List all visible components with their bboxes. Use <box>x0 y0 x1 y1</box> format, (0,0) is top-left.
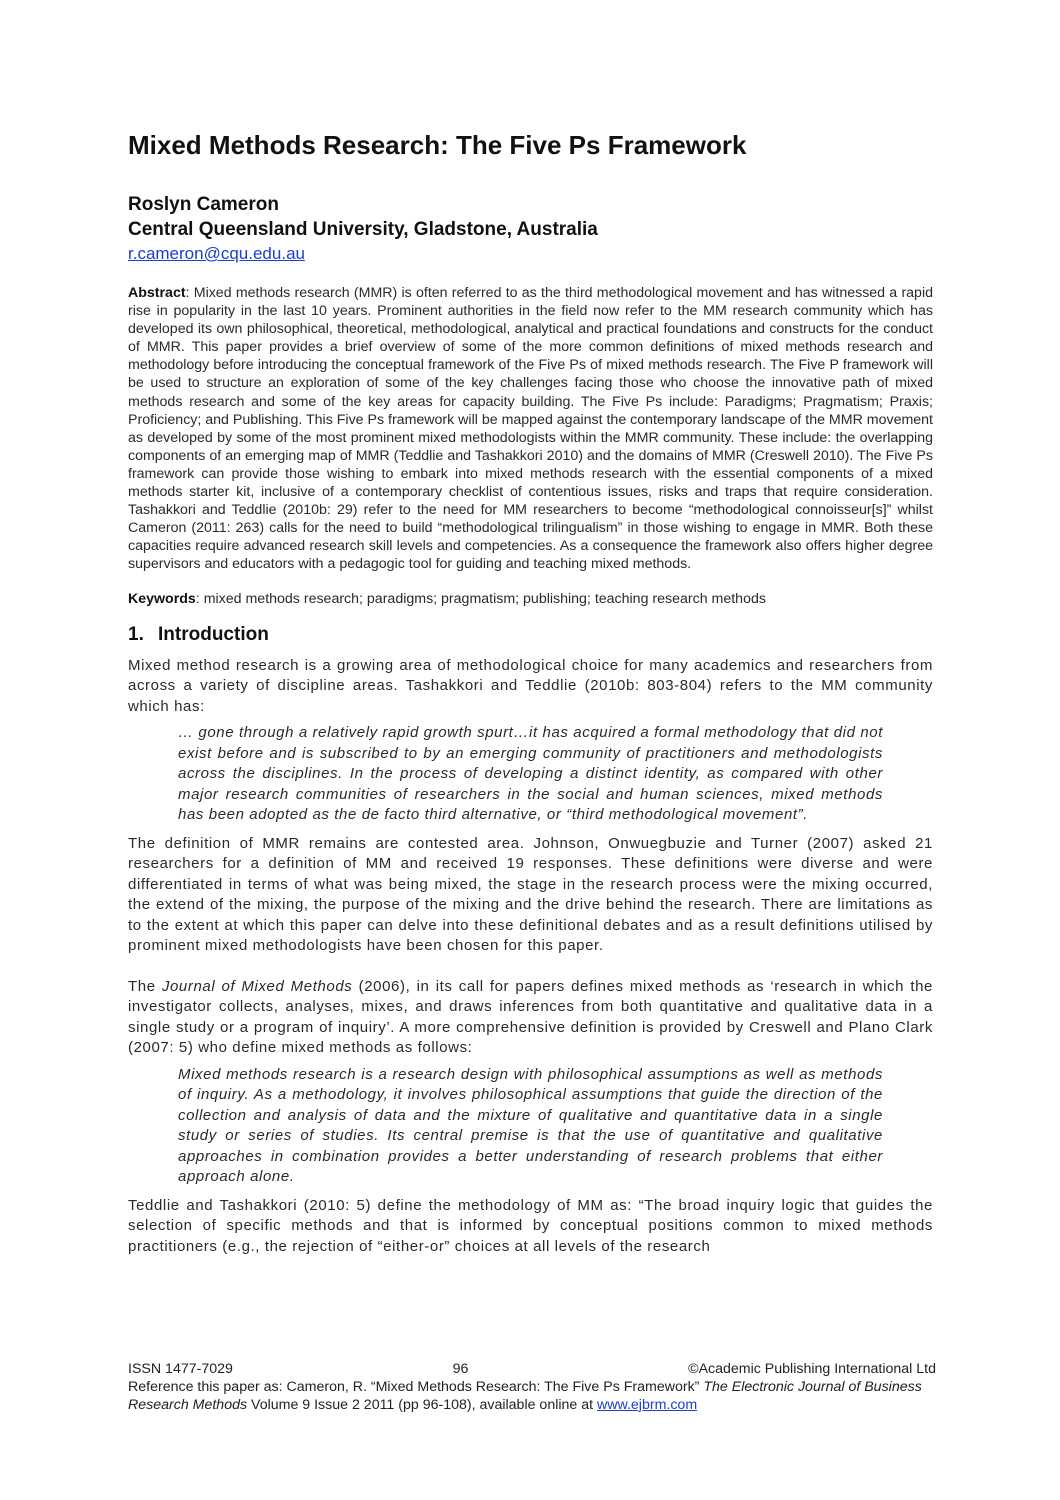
ejbrm-link[interactable]: www.ejbrm.com <box>597 1397 698 1413</box>
p3-pre: The <box>128 977 162 995</box>
footer-row <box>128 1360 936 1378</box>
section-number: 1. <box>128 623 144 645</box>
footer-page-number: 96 <box>452 1361 469 1377</box>
paper-content <box>128 128 933 1257</box>
paper-title: Mixed Methods Research: The Five Ps Framework <box>128 130 747 160</box>
intro-paragraph-3 <box>128 977 933 1059</box>
abstract-text: : Mixed methods research (MMR) is often referred to as the third methodological movement and has witnessed a rapid rise in popularity in the last 10 years. Prominent authorities in the field now refer to the MM research community which has developed its own philosophical, theoretical, methodological, analytical and practical foundations and constructs for the conduct of MMR. This paper provides a brief overview of some of the more common definitions of mixed methods research and methodology before introducing the conceptual framework of the Five Ps of mixed methods research. The Five P framework will be used to structure an exploration of some of the key challenges facing those who choose the innovative path of mixed methods research and some of the key areas for capacity building. The Five Ps include: Paradigms; Pragmatism; Praxis; Proficiency; and Publishing. This Five Ps framework will be mapped against the contemporary landscape of the MMR movement as developed by some of the most prominent mixed methodologists within the MMR community. These include: the overlapping components of an emerging map of MMR (Teddlie and Tashakkori 2010) and the domains of MMR (Creswell 2010). The Five Ps framework can provide those wishing to embark into mixed methods research with the essential components of a mixed methods starter kit, inclusive of a contemporary checklist of contentious issues, risks and traps that require consideration. Tashakkori and Teddlie (2010b: 29) refer to the need for MM researchers to become “methodological connoisseur[s]” whilst Cameron (2011: 263) calls for the need to build “methodological trilingualism” in those wishing to engage in MMR. Both these capacities require advanced research skill levels and competencies. As a consequence the framework also offers higher degree supervisors and educators with a pedagogic tool for guiding and teaching mixed methods. <box>128 285 933 573</box>
footer-issn: ISSN 1477-7029 <box>128 1361 233 1377</box>
abstract <box>128 284 933 574</box>
ref-pre: Reference this paper as: Cameron, R. “Mixed Methods Research: The Five Ps Framework” <box>128 1379 704 1395</box>
footer-reference <box>128 1378 936 1414</box>
author-affiliation: Central Queensland University, Gladstone, Australia <box>128 219 598 240</box>
paragraph-gap <box>128 957 933 977</box>
journal-title-italic: Journal of Mixed Methods <box>161 977 353 995</box>
section-title: Introduction <box>158 623 269 645</box>
block-quote-1: … gone through a relatively rapid growth spurt…it has acquired a formal methodology that did not exist before and is subscribed to by an emerging community of practitioners and methodologists across the disciplines. In the process of developing a distinct identity, as compared with other major research communities of researchers in the social and human sciences, mixed methods has been adopted as the de facto third alternative, or “third methodological movement”. <box>178 724 883 823</box>
block-quote-2: Mixed methods research is a research design with philosophical assumptions as well as methods of inquiry. As a methodology, it involves philosophical assumptions that guide the direction of the collection and analysis of data and the mixture of qualitative and quantitative data in a single study or series of studies. Its central premise is that the use of quantitative and qualitative approaches in combination provides a better understanding of research problems that either approach alone. <box>178 1065 883 1185</box>
keywords-label: Keywords <box>128 590 196 607</box>
abstract-label: Abstract <box>128 285 186 301</box>
intro-paragraph-1: Mixed method research is a growing area of methodological choice for many academics and researchers from across a variety of discipline areas. Tashakkori and Teddlie (2010b: 803-804) refers to the MM community which has: <box>128 656 933 715</box>
section-heading <box>128 622 933 648</box>
intro-paragraph-2: The definition of MMR remains are contested area. Johnson, Onwuegbuzie and Turner (2007) asked 21 researchers for a definition of MM and received 19 responses. These definitions were diverse and were differentiated in terms of what was being mixed, the stage in the research process were the mixing occurred, the extend of the mixing, the purpose of the mixing and the drive behind the research. There are limitations as to the extent at which this paper can delve into these definitional debates and as a result definitions utilised by prominent mixed methodologists have been chosen for this paper. <box>128 834 933 954</box>
author-email-link[interactable]: r.cameron@cqu.edu.au <box>128 244 305 263</box>
p3-post: (2006), in its call for papers defines mixed methods as ‘research in which the investigator collects, analyses, mixes, and draws inferences from both quantitative and qualitative data in a single study or a program of inquiry’. A more comprehensive definition is provided by Creswell and Plano Clark (2007: 5) who define mixed methods as follows: <box>128 977 933 1056</box>
ref-journal: The Electronic Journal of Business Research Methods <box>128 1379 922 1413</box>
ref-post: Volume 9 Issue 2 2011 (pp 96-108), available online at <box>247 1397 598 1413</box>
page-footer <box>128 1360 936 1414</box>
footer-publisher: ©Academic Publishing International Ltd <box>688 1361 936 1377</box>
author-name: Roslyn Cameron <box>128 194 279 215</box>
keywords <box>128 590 933 608</box>
keywords-text: : mixed methods research; paradigms; pragmatism; publishing; teaching research methods <box>195 590 766 607</box>
intro-paragraph-4: Teddlie and Tashakkori (2010: 5) define the methodology of MM as: “The broad inquiry logic that guides the selection of specific methods and that is informed by conceptual positions common to mixed methods practitioners (e.g., the rejection of “either-or” choices at all levels of the research <box>128 1196 933 1255</box>
